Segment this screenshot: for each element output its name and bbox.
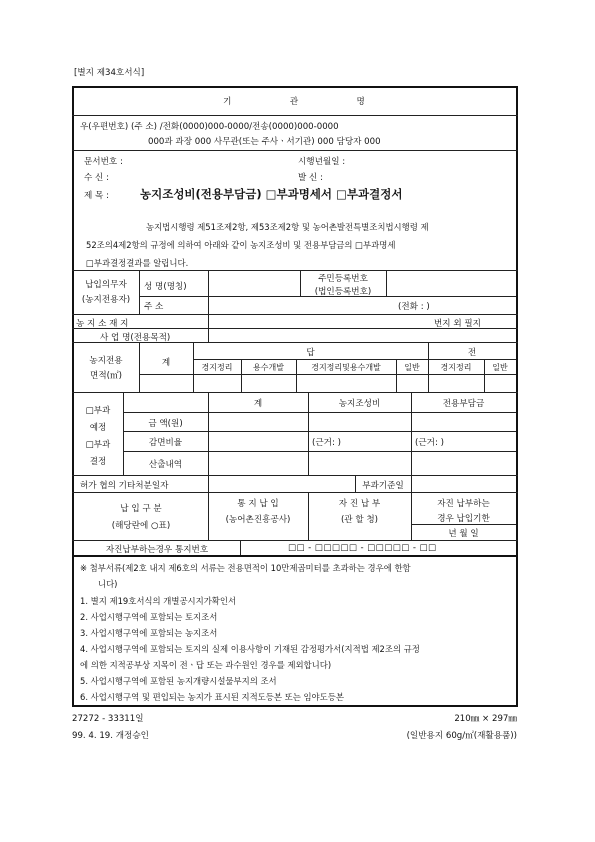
- payment-col1-b: (농어촌진흥공사): [225, 515, 291, 525]
- notice-line-2: 52조의4제2항의 규정에 의하여 아래와 같이 농지조성비 및 전용부담금의 □부과명세: [86, 240, 396, 250]
- purpose-label: 사 업 명(전용목적): [100, 333, 171, 343]
- charge-col-burden: 전용부담금: [442, 399, 485, 409]
- charge-col-farm: 농지조성비: [338, 399, 381, 409]
- self-pay-label: 자진납부하는경우 통지번호: [105, 545, 209, 555]
- charge-label-1: □부과: [85, 406, 111, 416]
- attachments-intro-1: ※ 첨부서류(제2호 내지 제6호의 서류는 전용면적이 10만제곱미터를 초과하는 경우에 한함: [80, 563, 411, 573]
- attachment-item-6: 6. 사업시행구역 및 편입되는 농지가 표시된 지적도등본 또는 임야도등본: [80, 692, 344, 702]
- agency-char-2: 관: [289, 97, 299, 107]
- footer-code: 27272 - 33311일: [72, 714, 144, 724]
- footer-approval: 99. 4. 19. 개정승인: [72, 731, 149, 741]
- agency-char-3: 명: [356, 97, 365, 107]
- sender-label: 발 신 :: [298, 173, 323, 183]
- doc-number-label: 문서번호 :: [84, 157, 123, 167]
- paddy-col-1: 경지정리: [201, 363, 233, 372]
- phone-label: (전화 : ): [398, 302, 430, 312]
- area-total: 계: [161, 358, 171, 368]
- attachment-item-4: 4. 사업시행구역에 포함되는 토지의 실제 이용사항이 기재된 감정평가서(지적법 제2조의 규정: [80, 644, 420, 654]
- footer-size: 210㎜ × 297㎜: [454, 714, 517, 724]
- rrn-label-1: 주민등록번호: [318, 274, 368, 284]
- field-col-2: 일반: [492, 363, 508, 372]
- self-pay-number: □□ - □□□□□ - □□□□□ - □□: [288, 543, 437, 553]
- address-label: 주 소: [144, 302, 164, 312]
- paddy-col-4: 일반: [404, 363, 420, 372]
- payment-col3-c: 년 월 일: [448, 529, 479, 539]
- payment-label-1: 납 입 구 분: [120, 504, 162, 514]
- name-label: 성 명(명칭): [144, 282, 187, 292]
- area-label-2: 면적(㎡): [90, 371, 122, 381]
- land-location-label: 농 지 소 재 지: [76, 319, 129, 329]
- payer-label-1: 납입의무자: [85, 280, 127, 290]
- payment-col2-b: (관 할 청): [340, 515, 379, 525]
- notice-line-1: 농지법시행령 제51조제2항, 제53조제2항 및 농어촌발전특별조치법시행령 제: [146, 222, 429, 232]
- attachment-item-3: 3. 사업시행구역에 포함되는 농지조서: [80, 628, 218, 638]
- recipient-label: 수 신 :: [84, 173, 109, 183]
- charge-row-reduction: 감면비율: [148, 438, 183, 448]
- paddy-col-2: 용수개발: [253, 363, 284, 372]
- notice-line-3: □부과결정결과를 알립니다.: [86, 258, 189, 268]
- attachment-item-4-cont: 에 의한 지적공부상 지목이 전ㆍ답 또는 과수원인 경우를 제외합니다): [80, 660, 332, 670]
- attachment-item-2: 2. 사업시행구역에 포함되는 토지조서: [80, 612, 218, 622]
- basis-paren-1: (근거: ): [312, 438, 341, 448]
- permit-label: 허가 협의 기타처분일자: [80, 481, 169, 491]
- payment-col3-b: 경우 납입기한: [437, 514, 490, 524]
- footer-paper: (일반용지 60g/㎡(재활용품)): [406, 731, 517, 741]
- charge-label-3: □부과: [85, 440, 111, 450]
- area-paddy: 답: [306, 348, 315, 358]
- agency-title: [74, 95, 514, 107]
- lot-label: 번지 외 필지: [434, 319, 481, 329]
- payment-col3-a: 자진 납부하는: [437, 499, 490, 509]
- attachment-item-5: 5. 사업시행구역에 포함된 농지개량시설물부지의 조서: [80, 676, 277, 686]
- date-label: 시행년월일 :: [298, 157, 346, 167]
- agency-contact: 000과 과장 000 사무관(또는 주사ㆍ서기관) 000 담당자 000: [148, 137, 381, 147]
- charge-row-basis: 산출내역: [148, 460, 183, 470]
- paddy-col-3: 경지정리및용수개발: [311, 363, 381, 372]
- payment-col2-a: 자 진 납 부: [338, 499, 381, 509]
- attachments-intro-2: 니다): [98, 579, 118, 589]
- payment-label-2: (해당란에 ○표): [111, 521, 171, 531]
- rrn-label-2: (법인등록번호): [314, 287, 372, 297]
- subject-text: 농지조성비(전용부담금) □부과명세서 □부과결정서: [140, 187, 403, 201]
- charge-label-2: 예정: [89, 423, 107, 433]
- agency-char-1: 기: [223, 97, 232, 107]
- permit-date-label: 부과기준일: [362, 481, 404, 491]
- attachment-item-1: 1. 별지 제19호서식의 개별공시지가확인서: [80, 596, 237, 606]
- subject-label: 제 목 :: [84, 191, 109, 201]
- basis-paren-2: (근거: ): [415, 438, 444, 448]
- area-field: 전: [467, 348, 477, 358]
- charge-col-total: 계: [253, 399, 263, 409]
- agency-address: 우(우편번호) (주 소) /전화(0000)000-0000/전송(0000)000-0000: [80, 122, 339, 132]
- area-label-1: 농지전용: [89, 356, 123, 366]
- charge-label-4: 결정: [89, 457, 107, 467]
- field-col-1: 경지정리: [440, 363, 472, 372]
- payer-label-2: (농지전용자): [81, 295, 131, 305]
- charge-row-amount: 금 액(원): [148, 419, 183, 429]
- payment-col1-a: 통 지 납 입: [237, 499, 279, 509]
- form-number: [별지 제34호서식]: [74, 68, 145, 78]
